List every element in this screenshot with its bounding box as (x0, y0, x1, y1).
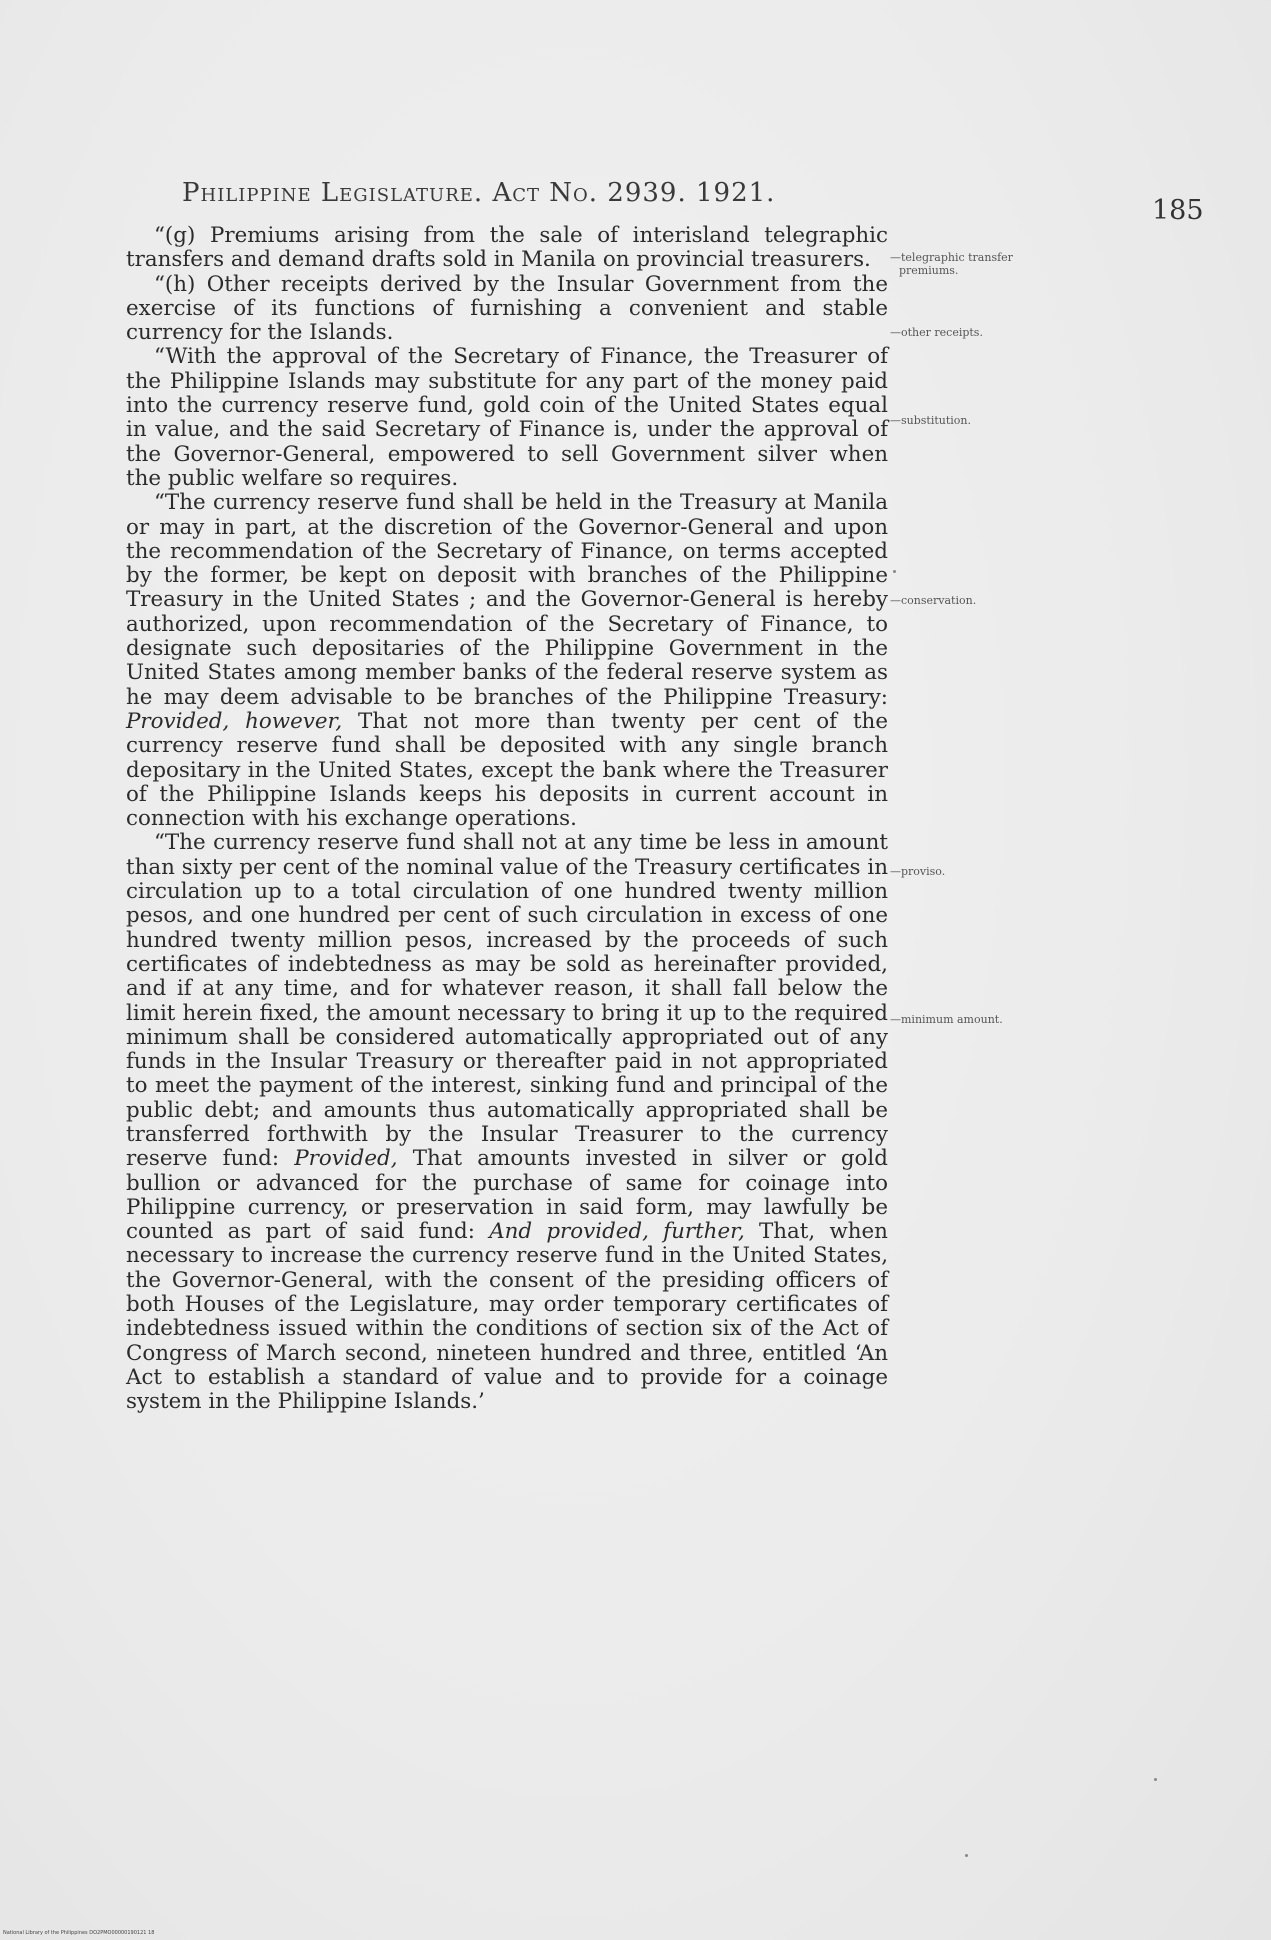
running-head: Philippine Legislature. Act No. 2939. 1921. (182, 178, 776, 208)
margin-note-proviso: —proviso. (890, 865, 946, 878)
margin-note-premiums: premiums. (899, 264, 959, 277)
paragraph-minimum-amount (126, 831, 888, 1414)
minimum-provided-label: Provided, (294, 1146, 398, 1172)
paragraph-conservation (126, 491, 888, 831)
conservation-proviso-label: Provided, however, (126, 708, 343, 734)
minimum-text-b: That amounts invested in silver or gold bullion or advanced for the purchase of same for coinage into Philippine currency, or preservation in said form, may lawfully be counted as part of said fund: (126, 1146, 888, 1245)
margin-note-substitution: —substitution. (890, 414, 972, 427)
scan-credit: National Library of the Philippines DO2PMO00000190121 18 (3, 1930, 155, 1936)
minimum-text-c: That, when necessary to increase the currency reserve fund in the United States, the Governor-General, with the consent of the presiding officers of both Houses of the Legislature, may order temporary certificates of indebtedness issued within the conditions of section six of the Act of Congress of March second, nineteen hundred and three, entitled ‘An Act to establish a standard of value and to provide for a coinage system in the Philippine Islands.’ (126, 1219, 888, 1415)
conservation-text-b: That not more than twenty per cent of the currency reserve fund shall be deposited with any single branch depositary in the United States, except the bank where the Treasurer of the Philippine Islands keeps his deposits in current account in connection with his exchange operations. (126, 708, 888, 832)
scan-speck (965, 1854, 968, 1857)
scan-speck (1154, 1778, 1157, 1781)
conservation-text-a: “The currency reserve fund shall be held in the Treasury at Manila or may in part, at the discretion of the Governor-General and upon the recommendation of the Secretary of Finance, on terms accepted by the former, be kept on deposit with branches of the Philippine Treasury in the United States ; and the Governor-General is hereby authorized, upon recommendation of the Secretary of Finance, to designate such depositaries of the Philippine Government in the United States among member banks of the federal reserve system as he may deem advisable to be branches of the Philippine Treasury: (126, 490, 888, 710)
minimum-text-a: “The currency reserve fund shall not at any time be less in amount than sixty per cent of the nominal value of the Treasury certificates in circulation up to a total circulation of one hundred twenty million pesos, and one hundred per cent of such circulation in excess of one hundred twenty million pesos, increased by the proceeds of such certificates of indebtedness as may be sold as hereinafter provided, and if at any time, and for whatever reason, it shall fall below the limit herein fixed, the amount necessary to bring it up to the required minimum shall be considered automatically appropriated out of any funds in the Insular Treasury or thereafter paid in not appropriated to meet the payment of the interest, sinking fund and principal of the public debt; and amounts thus automatically appropriated shall be transferred forthwith by the Insular Treasurer to the currency reserve fund: (126, 830, 888, 1172)
scan-speck (893, 570, 896, 573)
page-number: 185 (1152, 195, 1204, 226)
minimum-further-label: And provided, further, (489, 1219, 745, 1245)
paragraph-g: “(g) Premiums arising from the sale of interisland telegraphic transfers and demand drafts sold in Manila on provincial treasurers. (126, 223, 888, 273)
body-text (126, 224, 888, 1415)
paragraph-substitution: “With the approval of the Secretary of Finance, the Treasurer of the Philippine Islands may substitute for any part of the money paid into the currency reserve fund, gold coin of the United States equal in value, and the said Secretary of Finance is, under the approval of the Governor-General, empowered to sell Government silver when the public welfare so requires. (126, 344, 888, 491)
margin-note-minimum-amount: —minimum amount. (890, 1013, 1003, 1026)
margin-note-conservation: —conservation. (890, 594, 977, 607)
margin-note-other-receipts: —other receipts. (890, 326, 983, 339)
margin-note-telegraphic: —telegraphic transfer (890, 251, 1013, 264)
paragraph-h: “(h) Other receipts derived by the Insular Government from the exercise of its functions of furnishing a convenient and stable currency for the Islands. (126, 271, 888, 346)
